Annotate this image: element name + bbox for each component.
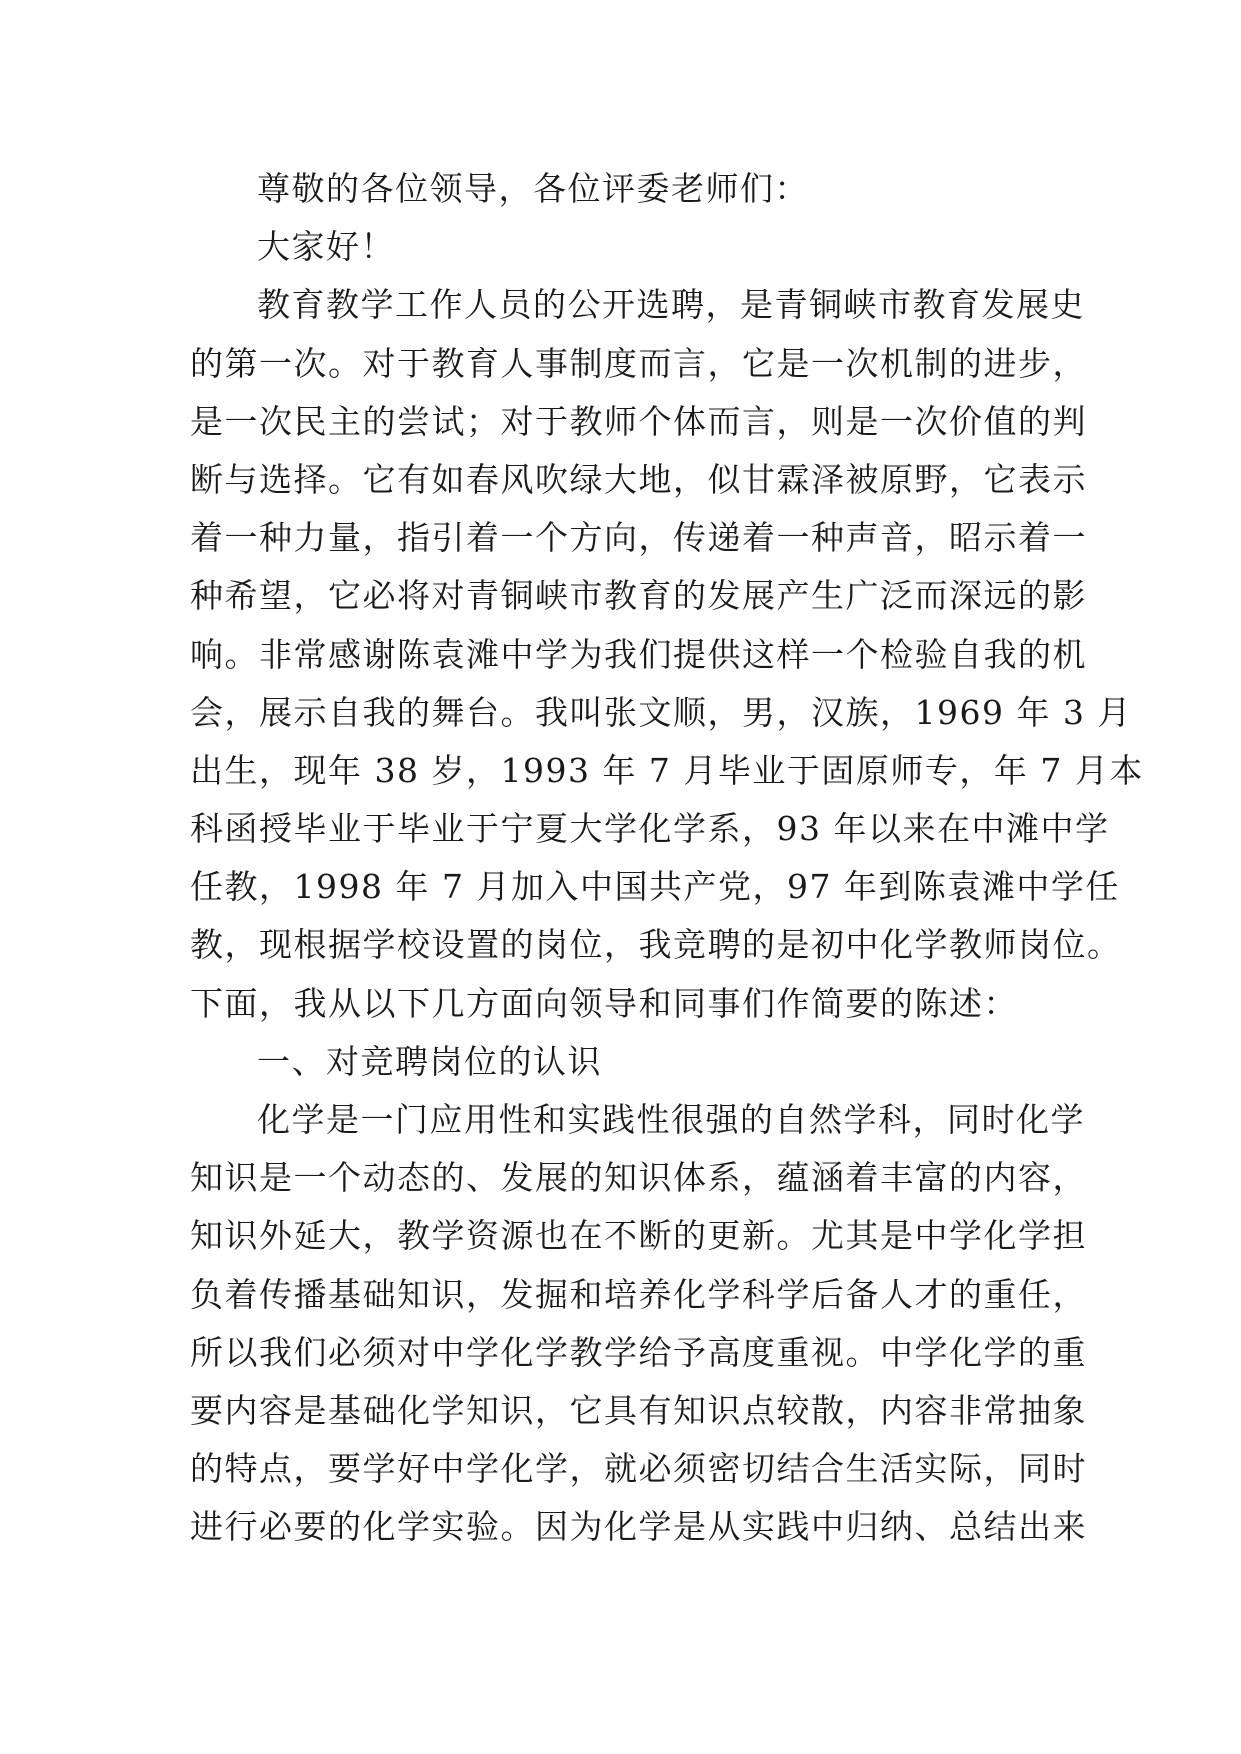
text-line: 的第一次。对于教育人事制度而言，它是一次机制的进步， bbox=[190, 343, 1087, 383]
text-line: 知识外延大，教学资源也在不断的更新。尤其是中学化学担 bbox=[190, 1216, 1087, 1256]
text-line: 断与选择。它有如春风吹绿大地，似甘霖泽被原野，它表示 bbox=[190, 459, 1087, 499]
text-line: 进行必要的化学实验。因为化学是从实践中归纳、总结出来 bbox=[190, 1507, 1087, 1547]
text-line: 一、对竞聘岗位的认识 bbox=[257, 1041, 602, 1081]
text-line: 任教，1998 年 7 月加入中国共产党，97 年到陈袁滩中学任 bbox=[190, 867, 1120, 907]
text-line: 的特点，要学好中学化学，就必须密切结合生活实际，同时 bbox=[190, 1449, 1087, 1489]
text-line: 大家好！ bbox=[257, 227, 395, 267]
text-line: 着一种力量，指引着一个方向，传递着一种声音，昭示着一 bbox=[190, 518, 1087, 558]
text-line: 知识是一个动态的、发展的知识体系，蕴涵着丰富的内容， bbox=[190, 1158, 1087, 1198]
text-line: 教，现根据学校设置的岗位，我竞聘的是初中化学教师岗位。 bbox=[190, 925, 1122, 965]
text-line: 种希望，它必将对青铜峡市教育的发展产生广泛而深远的影 bbox=[190, 576, 1087, 616]
text-line: 所以我们必须对中学化学教学给予高度重视。中学化学的重 bbox=[190, 1332, 1087, 1372]
text-line: 响。非常感谢陈袁滩中学为我们提供这样一个检验自我的机 bbox=[190, 634, 1087, 674]
text-line: 尊敬的各位领导，各位评委老师们： bbox=[257, 169, 809, 208]
text-line: 教育教学工作人员的公开选聘，是青铜峡市教育发展史 bbox=[257, 285, 1085, 325]
text-line: 出生，现年 38 岁，1993 年 7 月毕业于固原师专，年 7 月本 bbox=[190, 750, 1144, 790]
text-line: 要内容是基础化学知识，它具有知识点较散，内容非常抽象 bbox=[190, 1390, 1087, 1430]
text-line: 化学是一门应用性和实践性很强的自然学科，同时化学 bbox=[257, 1100, 1085, 1139]
text-line: 负着传播基础知识，发掘和培养化学科学后备人才的重任， bbox=[190, 1274, 1087, 1314]
text-line: 科函授毕业于毕业于宁夏大学化学系，93 年以来在中滩中学 bbox=[190, 809, 1110, 849]
text-line: 是一次民主的尝试；对于教师个体而言，则是一次价值的判 bbox=[190, 401, 1087, 441]
text-line: 下面，我从以下几方面向领导和同事们作简要的陈述： bbox=[190, 983, 1018, 1023]
document-body bbox=[190, 160, 1144, 1557]
text-line: 会，展示自我的舞台。我叫张文顺，男，汉族，1969 年 3 月 bbox=[190, 692, 1132, 732]
